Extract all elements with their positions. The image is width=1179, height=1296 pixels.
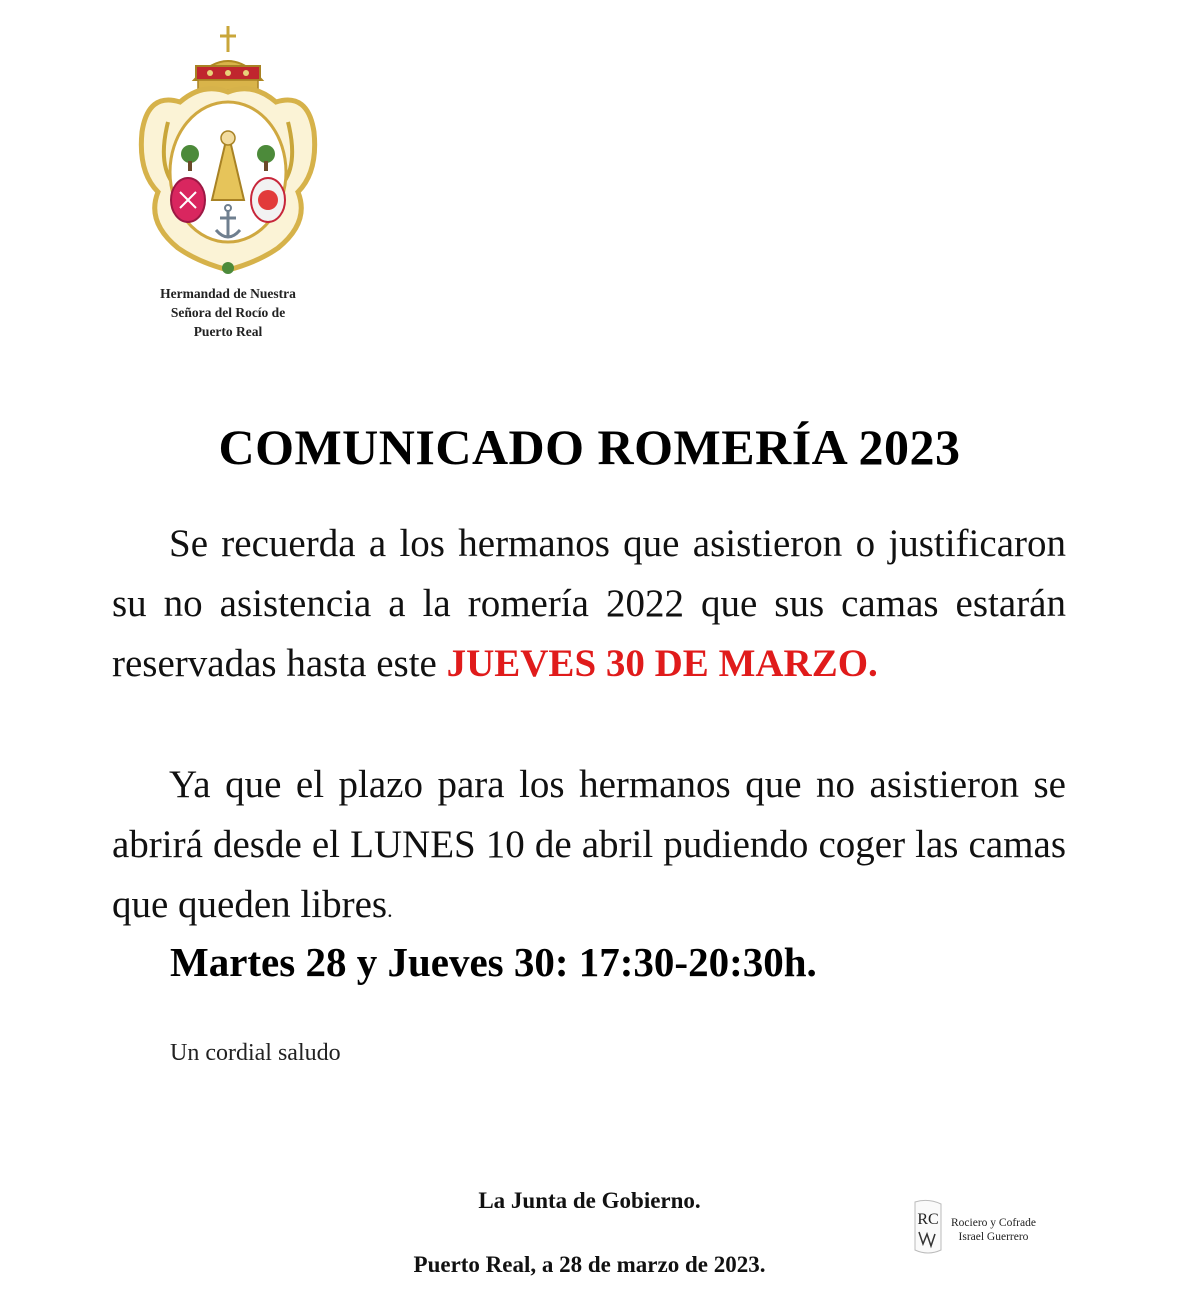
stamp-line-1: Rociero y Cofrade: [951, 1217, 1036, 1229]
closing-regards: Un cordial saludo: [170, 1040, 341, 1066]
schedule-hours: Martes 28 y Jueves 30: 17:30-20:30h.: [170, 939, 817, 985]
paragraph-reservation: [112, 514, 1066, 694]
place-date-line: Puerto Real, a 28 de marzo de 2023.: [413, 1252, 766, 1277]
author-stamp: [905, 1196, 1065, 1262]
svg-text:RC: RC: [917, 1211, 939, 1228]
organization-name: [120, 284, 336, 341]
paragraph-reservation-text: Se recuerda a los hermanos que asistieron o justificaron su no asistencia a la romería 2022 que sus camas estarán reservadas hasta este: [112, 522, 1066, 685]
paragraph-open-period-end: .: [387, 897, 393, 922]
signature-line: La Junta de Gobierno.: [478, 1188, 701, 1213]
document-title: COMUNICADO ROMERÍA 2023: [218, 419, 961, 475]
hermandad-crest-logo: [128, 22, 328, 280]
organization-line-1: Hermandad de Nuestra: [160, 286, 296, 301]
stamp-line-2: Israel Guerrero: [958, 1231, 1029, 1243]
deadline-highlight: JUEVES 30 DE MARZO.: [446, 642, 878, 685]
stamp-text: [951, 1216, 1036, 1244]
rc-monogram-icon: [911, 1198, 945, 1258]
paragraph-open-period: [112, 755, 1066, 940]
organization-line-3: Puerto Real: [193, 324, 263, 339]
organization-line-2: Señora del Rocío de: [170, 305, 286, 320]
paragraph-open-period-text: Ya que el plazo para los hermanos que no asistieron se abrirá desde el LUNES 10 de abril pudiendo coger las camas que queden libres: [112, 763, 1066, 926]
